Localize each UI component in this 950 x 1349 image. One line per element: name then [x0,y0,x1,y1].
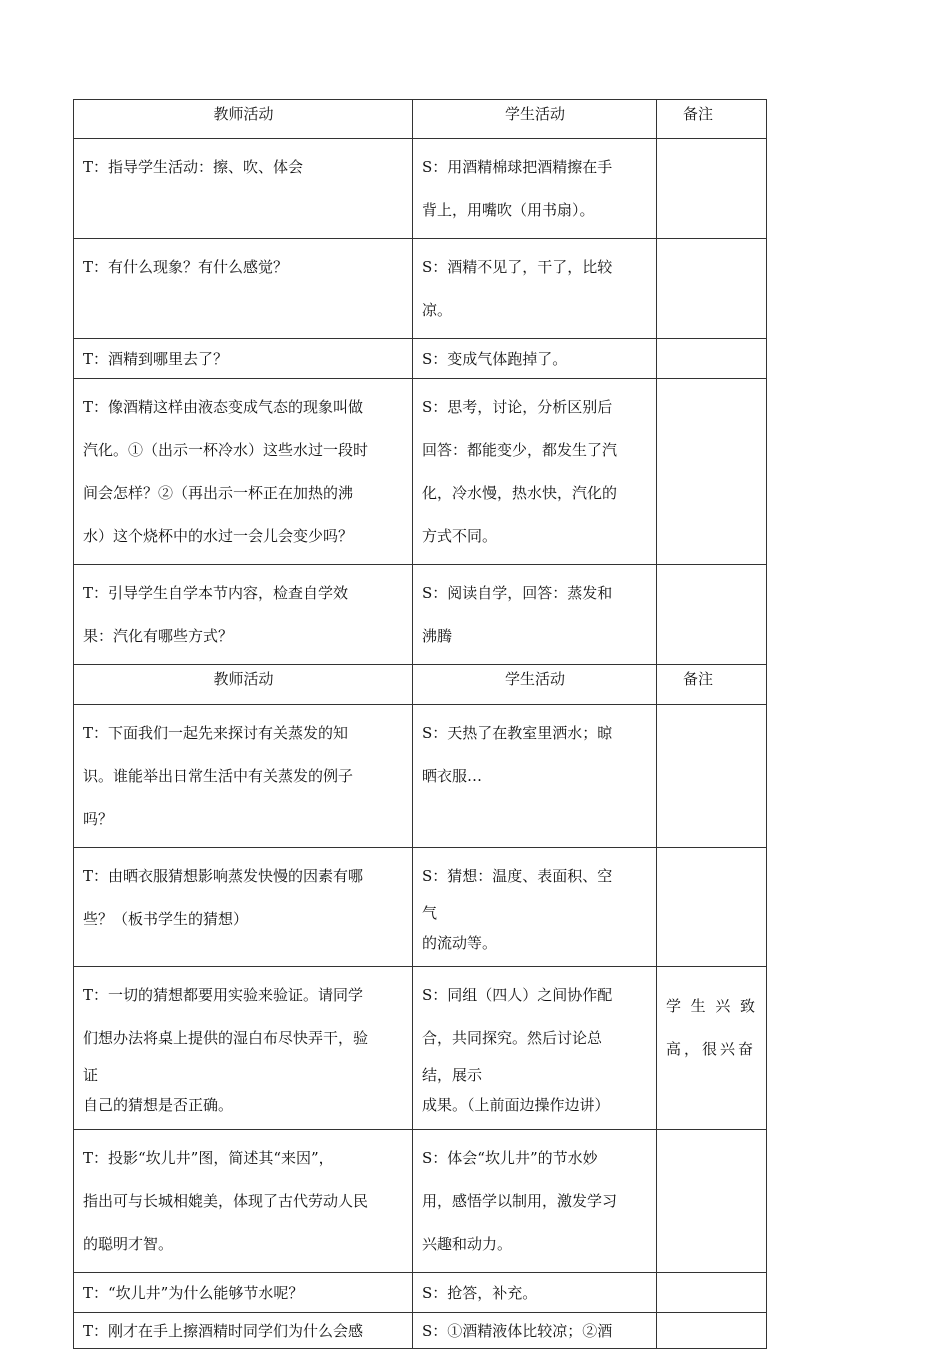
student-line: S：天热了在教室里洒水；晾 [422,724,613,742]
student-line: 结，展示 [422,1066,483,1084]
note-header: 备注 [657,665,767,705]
teacher-cell [74,1130,413,1273]
note-cell [657,1273,767,1313]
teacher-line: 水）这个烧杯中的水过一会儿会变少吗？ [83,527,354,545]
student-line: 合，共同探究。然后讨论总 [422,1029,603,1047]
teacher-line: 们想办法将桌上提供的湿白布尽快弄干，验 [83,1029,369,1047]
note-cell [657,139,767,239]
teacher-line: 指出可与长城相媲美，体现了古代劳动人民 [83,1192,369,1210]
student-header: 学生活动 [413,665,657,705]
teacher-cell [74,848,413,967]
teacher-line: 果：汽化有哪些方式？ [83,627,234,645]
student-line: 沸腾 [422,627,453,645]
table-row [74,139,767,239]
student-line: S：酒精不见了，干了，比较 [422,258,613,276]
student-line: 兴趣和动力。 [422,1235,513,1253]
teacher-line: T：一切的猜想都要用实验来验证。请同学 [83,986,364,1004]
teacher-line: T：像酒精这样由液态变成气态的现象叫做 [83,398,364,416]
student-line: 化，冷水慢，热水快，汽化的 [422,484,618,502]
teacher-cell [74,1273,413,1313]
student-cell [413,565,657,665]
student-cell [413,1273,657,1313]
note-cell [657,1130,767,1273]
student-line: 回答：都能变少，都发生了汽 [422,441,618,459]
teacher-line: 汽化。①（出示一杯冷水）这些水过一段时 [83,441,369,459]
teacher-line: 吗？ [83,810,114,828]
note-cell [657,379,767,565]
student-line: S：用酒精棉球把酒精擦在手 [422,158,613,176]
student-line: 成果。（上前面边操作边讲） [422,1096,610,1114]
teacher-header: 教师活动 [74,100,413,139]
note-cell: 学生兴致高，很兴奋 [657,967,767,1130]
student-cell [413,705,657,848]
student-line: S：猜想：温度、表面积、空 [422,867,613,885]
teacher-cell [74,565,413,665]
student-line: S：同组（四人）之间协作配 [422,986,613,1004]
teacher-cell [74,339,413,379]
header-row [74,665,767,705]
student-cell [413,139,657,239]
student-line: 气 [422,904,438,922]
note-header: 备注 [657,100,767,139]
teacher-line: T：“坎儿井”为什么能够节水呢？ [83,1284,304,1302]
teacher-line: 证 [83,1066,99,1084]
student-line: S：思考，讨论，分析区别后 [422,398,613,416]
teacher-line: 间会怎样？②（再出示一杯正在加热的沸 [83,484,354,502]
student-line: S：①酒精液体比较凉；②酒 [422,1322,613,1340]
student-line: 的流动等。 [422,934,498,952]
teacher-line: T：有什么现象？有什么感觉？ [83,258,289,276]
note-cell [657,848,767,967]
note-cell [657,239,767,339]
note-cell [657,339,767,379]
teacher-line: T：由晒衣服猜想影响蒸发快慢的因素有哪 [83,867,364,885]
note-cell [657,1313,767,1349]
student-line: S：体会“坎儿井”的节水妙 [422,1149,598,1167]
teacher-line: T：指导学生活动：擦、吹、体会 [83,158,304,176]
student-cell [413,239,657,339]
teacher-cell [74,239,413,339]
student-line: 晒衣服… [422,767,483,785]
student-line: S：阅读自学，回答：蒸发和 [422,584,613,602]
teacher-header: 教师活动 [74,665,413,705]
teacher-line: T：投影“坎儿井”图，简述其“来因”， [83,1149,334,1167]
student-line: 凉。 [422,301,453,319]
teacher-cell [74,705,413,848]
student-line: S：抢答，补充。 [422,1284,538,1302]
teacher-line: 自己的猜想是否正确。 [83,1096,234,1114]
student-line: 方式不同。 [422,527,498,545]
student-cell [413,339,657,379]
teacher-line: T：刚才在手上擦酒精时同学们为什么会感 [83,1322,364,1340]
table-row [74,705,767,848]
table-row [74,1130,767,1273]
teacher-cell [74,139,413,239]
note-cell [657,565,767,665]
table-row [74,1273,767,1313]
teacher-line: 些？（板书学生的猜想） [83,910,249,928]
teacher-cell [74,1313,413,1349]
teacher-line: T：下面我们一起先来探讨有关蒸发的知 [83,724,349,742]
teacher-line: 的聪明才智。 [83,1235,174,1253]
teacher-line: T：酒精到哪里去了？ [83,350,229,368]
student-line: 用，感悟学以制用，激发学习 [422,1192,618,1210]
table-row [74,379,767,565]
student-cell [413,379,657,565]
table-row [74,1313,767,1349]
student-cell [413,967,657,1130]
student-line: S：变成气体跑掉了。 [422,350,568,368]
table-row [74,848,767,967]
table-row [74,239,767,339]
student-line: 背上，用嘴吹（用书扇）。 [422,201,595,219]
lesson-table [73,99,767,1349]
teacher-line: T：引导学生自学本节内容，检查自学效 [83,584,349,602]
table-row [74,565,767,665]
note-cell [657,705,767,848]
student-cell [413,1130,657,1273]
teacher-line: 识。谁能举出日常生活中有关蒸发的例子 [83,767,354,785]
header-row [74,100,767,139]
student-cell [413,1313,657,1349]
student-header: 学生活动 [413,100,657,139]
table-row [74,339,767,379]
table-row [74,967,767,1130]
student-cell [413,848,657,967]
teacher-cell [74,967,413,1130]
teacher-cell [74,379,413,565]
